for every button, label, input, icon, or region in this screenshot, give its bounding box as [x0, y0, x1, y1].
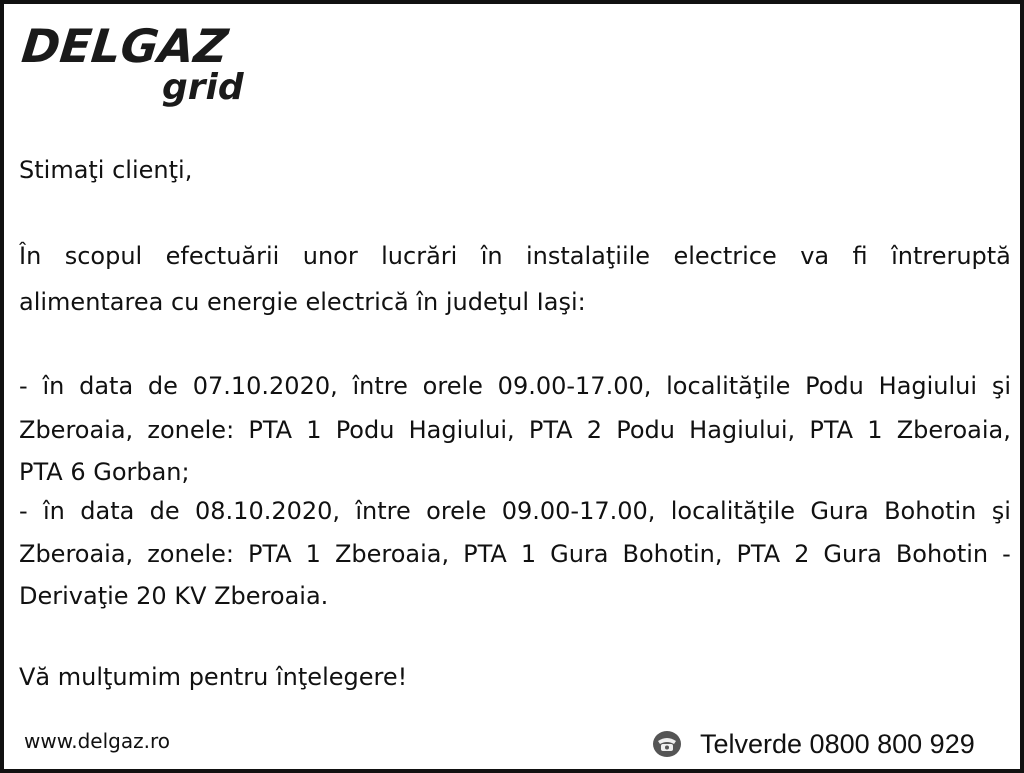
telephone-icon [652, 729, 682, 759]
item-2-line-2: Zberoaia, zonele: PTA 1 Zberoaia, PTA 1 Gura Bohotin, PTA 2 Gura Bohotin - [19, 540, 1011, 568]
item-1-line-1: - în data de 07.10.2020, între orele 09.00-17.00, localităţile Podu Hagiului şi [19, 372, 1011, 400]
phone-number: Telverde 0800 800 929 [700, 729, 975, 759]
item-2-line-1: - în data de 08.10.2020, între orele 09.00-17.00, localităţile Gura Bohotin şi [19, 497, 1011, 525]
logo-sub: grid [162, 67, 244, 108]
closing: Vă mulţumim pentru înţelegere! [19, 663, 408, 691]
item-1-line-3: PTA 6 Gorban; [19, 458, 190, 486]
intro-line-1: În scopul efectuării unor lucrări în instalaţiile electrice va fi întreruptă [19, 242, 1011, 270]
greeting: Stimaţi clienţi, [19, 156, 193, 184]
item-1-line-2: Zberoaia, zonele: PTA 1 Podu Hagiului, PTA 2 Podu Hagiului, PTA 1 Zberoaia, [19, 416, 1011, 444]
logo-brand: DELGAZ [19, 19, 231, 73]
item-2-line-3: Derivaţie 20 KV Zberoaia. [19, 582, 329, 610]
phone-info [652, 726, 975, 762]
website-link[interactable]: www.delgaz.ro [24, 729, 170, 753]
intro-line-2: alimentarea cu energie electrică în judeţul Iaşi: [19, 288, 586, 316]
delgaz-grid-logo [19, 18, 272, 113]
